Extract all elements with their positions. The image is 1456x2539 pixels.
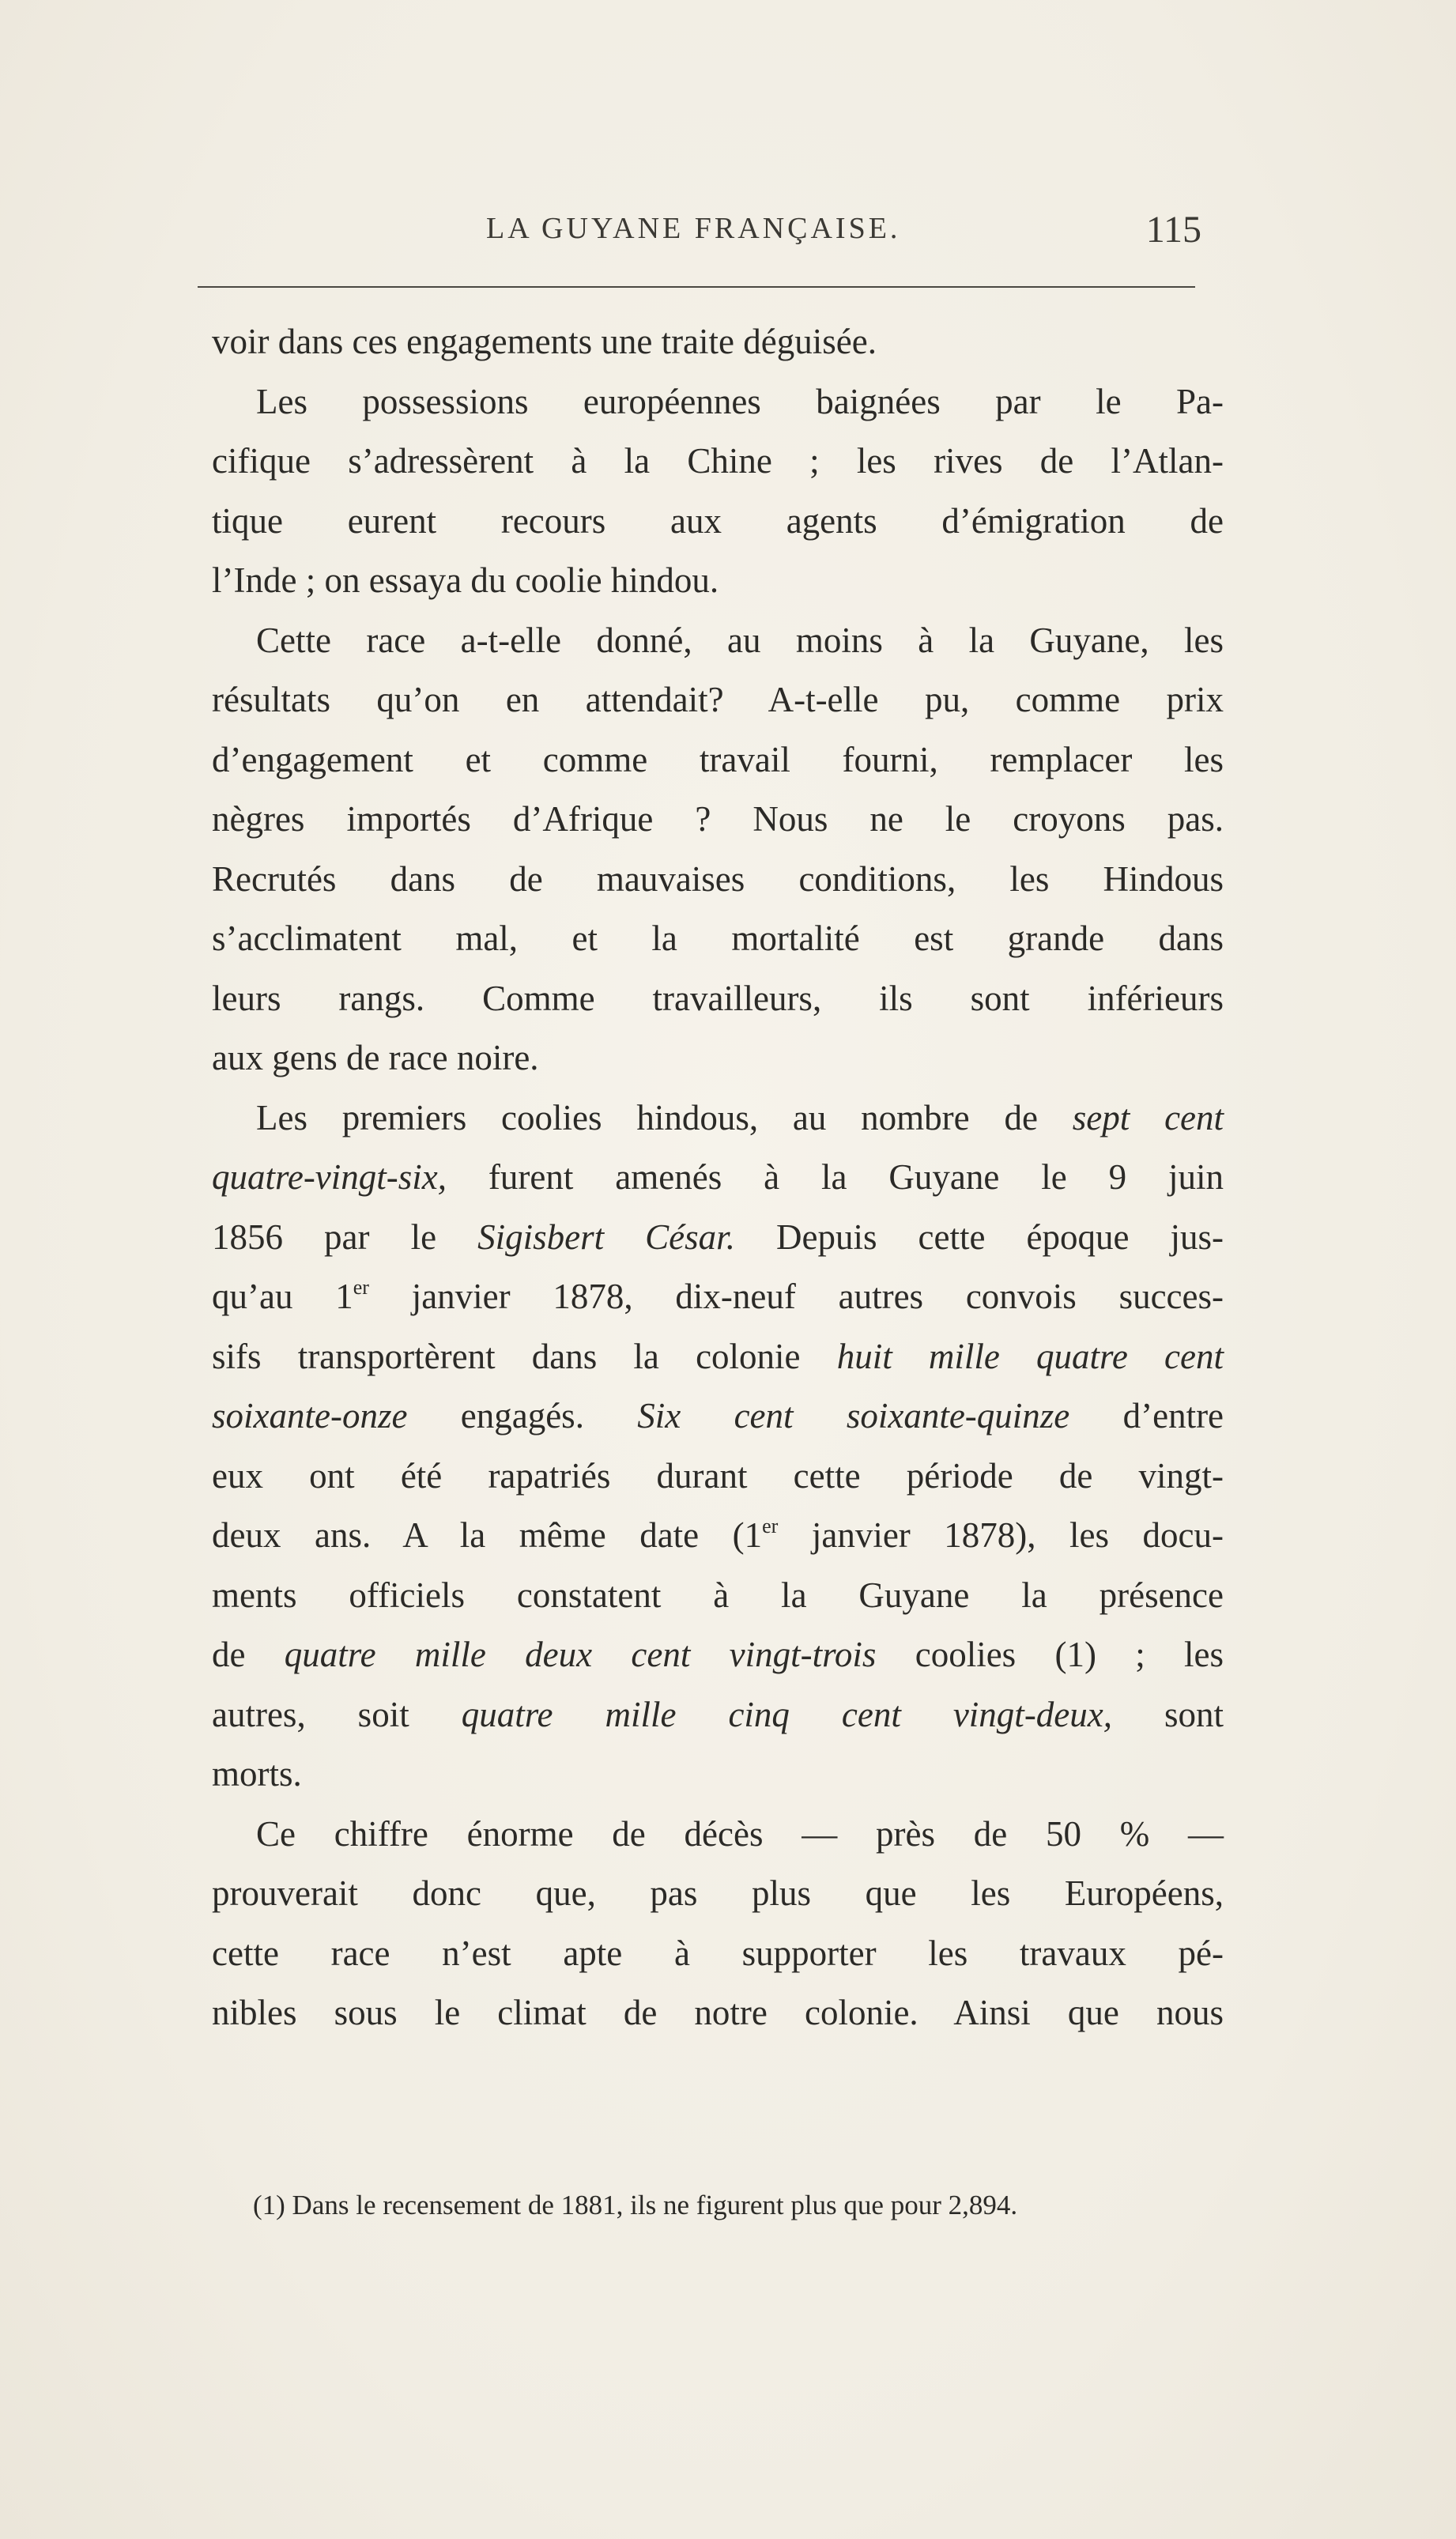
text-run: autres, soit: [212, 1694, 409, 1734]
paragraph-3: [212, 611, 1224, 1088]
italic-run: quatre-vingt-six,: [212, 1157, 447, 1197]
text-line: s’acclimatent mal, et la mortalité est grande dans: [212, 919, 1224, 958]
text-line: nègres importés d’Afrique ? Nous ne le croyons pas.: [212, 799, 1224, 839]
text-run: sifs transportèrent dans la colonie: [212, 1336, 801, 1376]
text-line: prouverait donc que, pas plus que les Européens,: [212, 1873, 1224, 1913]
paragraph-5: [212, 1805, 1224, 2043]
paragraph-4: [212, 1088, 1224, 1805]
text-line: [212, 1625, 1224, 1685]
text-line: Recrutés dans de mauvaises conditions, les Hindous: [212, 858, 1224, 899]
text-line: [212, 1327, 1224, 1387]
text-line: voir dans ces engagements une traite déguisée.: [212, 322, 877, 361]
text-run: sont: [1164, 1694, 1224, 1734]
running-title: LA GUYANE FRANÇAISE.: [486, 212, 901, 245]
superscript: er: [353, 1276, 369, 1299]
text-line: ments officiels constatent à la Guyane la présence: [212, 1575, 1224, 1615]
page-header: [206, 202, 1201, 265]
page-number: 115: [1145, 209, 1201, 251]
text-run: janvier 1878, dix-neuf autres convois succes-: [411, 1277, 1224, 1316]
text-line: tique eurent recours aux agents d’émigration de: [212, 500, 1224, 541]
text-run: janvier 1878), les docu-: [811, 1515, 1224, 1555]
italic-run: Six cent soixante-quinze: [637, 1396, 1070, 1435]
text-run: deux ans. A la même date (1: [212, 1515, 763, 1555]
text-line: [212, 1088, 1224, 1149]
text-run: qu’au 1: [212, 1277, 353, 1316]
text-line: morts.: [212, 1754, 302, 1794]
text-line: Les possessions européennes baignées par le Pa-: [256, 381, 1224, 421]
text-run: furent amenés à la Guyane le 9 juin: [488, 1157, 1224, 1197]
italic-run: huit mille quatre cent: [836, 1336, 1224, 1376]
italic-run: quatre mille deux cent vingt-trois: [284, 1635, 877, 1674]
text-line: résultats qu’on en attendait? A-t-elle pu, comme prix: [212, 680, 1224, 719]
text-line: cette race n’est apte à supporter les travaux pé-: [212, 1933, 1224, 1973]
text-line: Cette race a-t-elle donné, au moins à la Guyane, les: [256, 620, 1224, 660]
italic-run: sept cent: [1072, 1097, 1224, 1137]
text-run: Depuis cette époque jus-: [776, 1217, 1224, 1257]
text-run: d’entre: [1122, 1396, 1224, 1435]
italic-run: Sigisbert César.: [477, 1217, 735, 1257]
text-line: [212, 1386, 1224, 1447]
text-line: aux gens de race noire.: [212, 1038, 539, 1077]
text-line: cifique s’adressèrent à la Chine ; les rives de l’Atlan-: [212, 441, 1224, 481]
text-line: leurs rangs. Comme travailleurs, ils sont inférieurs: [212, 978, 1224, 1018]
text-line: nibles sous le climat de notre colonie. Ainsi que nous: [212, 1993, 1224, 2032]
text-line: [212, 1685, 1224, 1745]
text-run: engagés.: [460, 1396, 584, 1435]
text-run: coolies (1) ; les: [915, 1635, 1224, 1674]
text-line: l’Inde ; on essaya du coolie hindou.: [212, 560, 719, 600]
paragraph-1: [212, 312, 1224, 372]
header-rule: [198, 286, 1195, 288]
text-run: Les premiers coolies hindous, au nombre de: [256, 1097, 1038, 1137]
text-line: Ce chiffre énorme de décès — près de 50 % —: [256, 1813, 1224, 1854]
text-line: [212, 1208, 1224, 1268]
text-line: [212, 1506, 1224, 1566]
footnote: (1) Dans le recensement de 1881, ils ne figurent plus que pour 2,894.: [253, 2190, 1018, 2220]
text-line: d’engagement et comme travail fourni, remplacer les: [212, 739, 1224, 779]
text-line: [212, 1148, 1224, 1208]
paragraph-2: [212, 372, 1224, 611]
text-line: eux ont été rapatriés durant cette période de vingt-: [212, 1455, 1224, 1496]
text-run: de: [212, 1635, 246, 1674]
text-run: 1856 par le: [212, 1217, 437, 1257]
text-line: [212, 1267, 1224, 1327]
body-text: [212, 312, 1224, 2043]
italic-run: quatre mille cinq cent vingt-deux,: [461, 1694, 1112, 1734]
superscript: er: [762, 1515, 779, 1537]
italic-run: soixante-onze: [212, 1396, 408, 1435]
